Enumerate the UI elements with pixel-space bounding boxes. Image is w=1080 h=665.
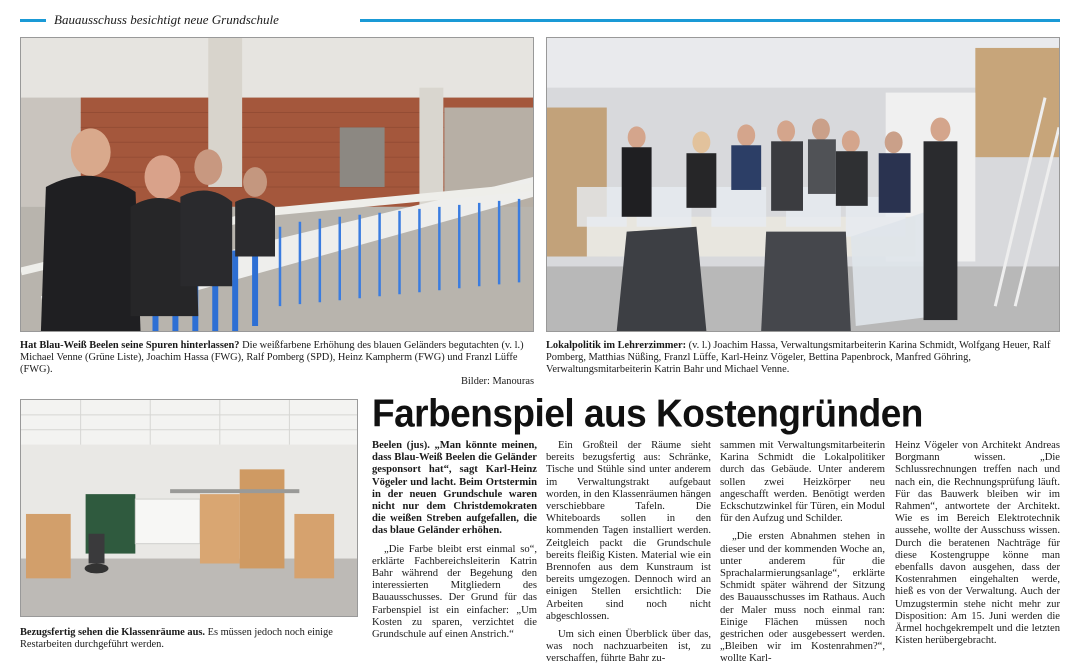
- article-paragraph: Heinz Vögeler von Architekt Andreas Borgmann wissen. „Die Schlussrechnungen treffen nach und nach ein, die Rechnungsprüfung läuft. Für das Bauwerk bleiben wir im Rahmen“, antwortete der Architekt. Wie es im Bereich Elektrotechnik aussehe, wollte der Ausschuss wissen. Durch die beratenen Nachträge für diese Kostengruppe könne man ebenfalls davon ausgehen, dass der Kostenrahmen eingehalten werde, hieß es von der Verwaltung. Auch der Umzugstermin stehe nicht mehr zur Disposition: Am 15. Juni werden die Ärmel hochgekrempelt und die letzten Kisten herübergebracht.: [895, 440, 1060, 647]
- photo-staff-room: [546, 37, 1060, 332]
- article-paragraph: Ein Großteil der Räume sieht bereits bezugsfertig aus: Schränke, Tische und Stühle sind unter anderem im Verwaltungstrakt aufgebaut worden, in den Klassenräumen hängen verschiebbare Tafeln. Die Whiteboards sollen in den kommenden Tagen installiert werden. Zeitgleich packt die Grundschule bereits fleißig Kisten. Material wie ein Brennofen aus dem Kunstraum ist bereits umgezogen. Dennoch wird an einigen Stellen ersichtlich: Die Arbeiten sind noch nicht abgeschlossen.: [546, 440, 711, 622]
- caption-classroom-text: Es müssen jedoch noch einige Restarbeiten durchgeführt werden.: [20, 627, 333, 650]
- caption-staff-room-text: (v. l.) Joachim Hassa, Verwaltungsmitarbeiterin Karina Schmidt, Wolfgang Heuer, Ralf Pomberg, Matthias Nüßing, Franzl Lüffe, Karl-Heinz Vögeler, Bettina Papenbrock, Manfred Göhring, Verwaltungsmitarbeiterin Katrin Bahr und Michael Venne.: [546, 340, 1051, 375]
- caption-railing: [20, 340, 534, 388]
- photo-railing: [20, 37, 534, 332]
- article-paragraph: „Die Farbe bleibt erst einmal so“, erklärte Fachbereichsleiterin Katrin Bahr während der Begehung den interessierten Mitgliedern des Bauausschusses. Der Grund für das Farbenspiel ist ein einfacher: „Um Kosten zu sparen, verzichtet die Grundschule auf einen Anstrich.“: [372, 543, 537, 641]
- section-kicker: Bauausschuss besichtigt neue Grundschule: [54, 12, 279, 27]
- article-column-2: [546, 440, 711, 665]
- caption-staff-room: [546, 340, 1060, 376]
- header-rule-right: [360, 19, 1060, 22]
- article-column-3: [720, 440, 885, 665]
- caption-railing-text: Die weißfarbene Erhöhung des blauen Geländers begutachten (v. l.) Michael Venne (Grüne Liste), Joachim Hassa (FWG), Ralf Pomberg (SPD), Heinz Kampherm (FWG) und Franzl Lüffe (FWG).: [20, 340, 524, 375]
- photo-credit: Bilder: Manouras: [460, 376, 534, 387]
- article-paragraph: „Die ersten Abnahmen stehen in dieser und der kommenden Woche an, unter anderem für die Sprachalarmierungsanlage“, erklärte Schmidt später während der Sitzung des Bauausschusses im Rathaus. Auch der Maler muss noch einmal ran: Einige Flächen müssen noch gestrichen oder ausgebessert werden. „Bleiben wir im Kostenrahmen?“, wollte Karl-: [720, 531, 885, 665]
- article-column-4: [895, 440, 1060, 647]
- article-paragraph: sammen mit Verwaltungsmitarbeiterin Karina Schmidt die Lokalpolitiker durch das Gebäude. Unter anderem sollen zwei Heizkörper neu angeschafft werden. Benötigt werden Eckschutzwinkel für Türen, ein Modul für den Aufzug und Schilder.: [720, 440, 885, 525]
- header-rule-left: [20, 19, 46, 22]
- caption-staff-room-bold: Lokalpolitik im Lehrerzimmer:: [546, 340, 687, 351]
- caption-railing-bold: Hat Blau-Weiß Beelen seine Spuren hinterlassen?: [20, 340, 240, 351]
- caption-classroom-bold: Bezugsfertig sehen die Klassenräume aus.: [20, 627, 206, 638]
- article-paragraph: Um sich einen Überblick über das, was noch nachzuarbeiten ist, zu verschaffen, führte Bahr zu-: [546, 629, 711, 665]
- article-column-1: [372, 440, 537, 641]
- section-header: [20, 12, 1060, 30]
- photo-classroom: [20, 399, 358, 617]
- caption-classroom: [20, 627, 358, 651]
- article-lead: Beelen (jus). „Man könnte meinen, dass Blau-Weiß Beelen die Geländer gesponsort hat“, sagt Karl-Heinz Vögeler und lacht. Beim Ortstermin in der neuen Grundschule waren nicht nur dem Christdemokraten die weißen Streben aufgefallen, die das blaue Geländer erhöhen.: [372, 440, 537, 537]
- article-headline: Farbenspiel aus Kostengründen: [372, 392, 923, 436]
